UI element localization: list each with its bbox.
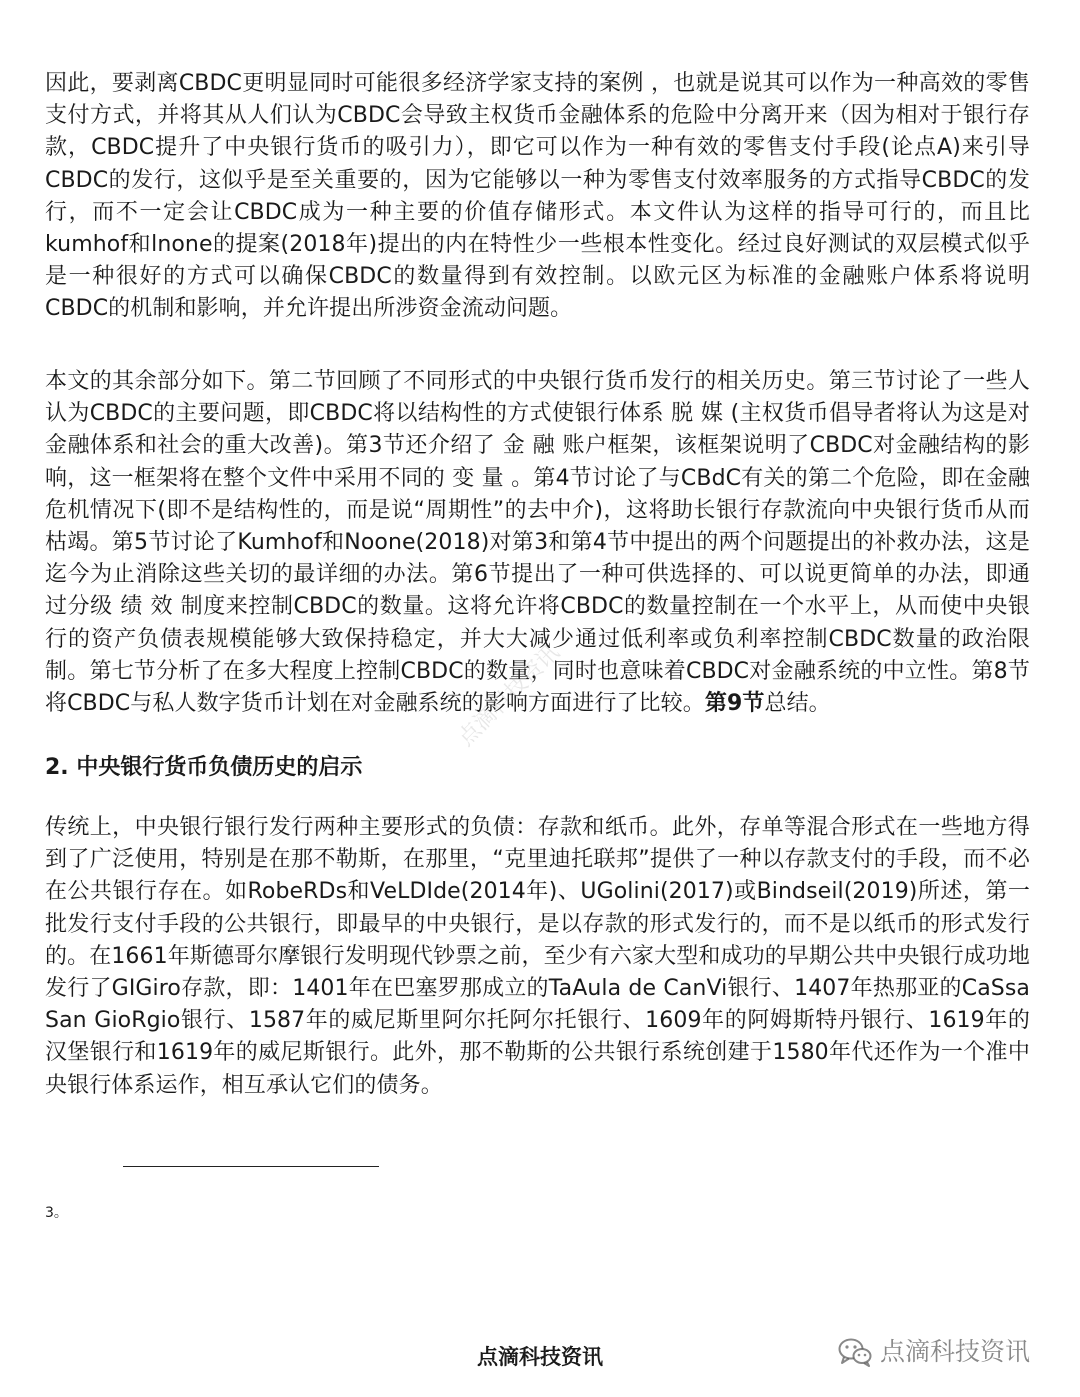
outline-end: 总结。 bbox=[764, 691, 831, 717]
outline-bold-section: 第9节 bbox=[704, 691, 765, 717]
outline-text: 本文的其余部分如下。第二节回顾了不同形式的中央银行货币发行的相关历史。第三节讨论了一些人认为CBDC的主要问题，即CBDC将以结构性的方式使银行体系 脱 媒 (主权货币倡导者将认为这是对金融体系和社会的重大改善)。第3节还介绍了 金 融 账户框架，该框架说明了CBDC对金融结构的影响，这一框架将在整个文件中采用不同的 变 量 。第4节讨论了与CBdC有关的第二个危险，即在金融危机情况下(即不是结构性的，而是说“周期性”的去中介)，这将助长银行存款流向中央银行货币从而枯竭。第5节讨论了Kumhof和Noone(2018)对第3和第4节中提出的两个问题提出的补救办法，这是迄今为止消除这些关切的最详细的办法。第6节提出了一种可供选择的、可以说更简单的办法，即通过分级 绩 效 制度来控制CBDC的数量。这将允许将CBDC的数量控制在一个水平上，从而使中央银行的资产负债表规模能够大致保持稳定，并大大减少通过低利率或负利率控制CBDC数量的政治限制。第七节分析了在多大程度上控制CBDC的数量，同时也意味着CBDC对金融系统的中立性。第8节将CBDC与私人数字货币计划在对金融系统的影响方面进行了比较。 bbox=[45, 369, 1030, 717]
footnote: 3。 bbox=[45, 1205, 68, 1221]
wechat-icon bbox=[838, 1337, 872, 1367]
wechat-watermark bbox=[838, 1331, 1030, 1373]
section-heading: 2. 中央银行货币负债历史的启示 bbox=[45, 755, 363, 780]
diagonal-watermark: 点滴科技资讯 bbox=[453, 640, 565, 752]
footnote-divider bbox=[123, 1166, 379, 1167]
wechat-label: 点滴科技资讯 bbox=[880, 1337, 1031, 1366]
footer-title: 点滴科技资讯 bbox=[477, 1344, 603, 1369]
paragraph-intro: 因此，要剥离CBDC更明显同时可能很多经济学家支持的案例 ，也就是说其可以作为一种高效的零售支付方式，并将其从人们认为CBDC会导致主权货币金融体系的危险中分离开来（因为相对于银行存款，CBDC提升了中央银行货币的吸引力），即它可以作为一种有效的零售支付手段(论点A)来引导CBDC的发行，这似乎是至关重要的，因为它能够以一种为零售支付效率服务的方式指导CBDC的发行，而不一定会让CBDC成为一种主要的价值存储形式。本文件认为这样的指导可行的，而且比kumhof和lnone的提案(2018年)提出的内在特性少一些根本性变化。经过良好测试的双层模式似乎是一种很好的方式可以确保CBDC的数量得到有效控制。以欧元区为标准的金融账户体系将说明CBDC的机制和影响，并允许提出所涉资金流动问题。 bbox=[45, 71, 1030, 322]
paragraph-history: 传统上，中央银行银行发行两种主要形式的负债：存款和纸币。此外，存单等混合形式在一些地方得到了广泛使用，特别是在那不勒斯，在那里，“克里迪托联邦”提供了一种以存款支付的手段，而不必在公共银行存在。如RobeRDs和VeLDIde(2014年)、UGolini(2017)或Bindseil(2019)所述，第一批发行支付手段的公共银行，即最早的中央银行，是以存款的形式发行的，而不是以纸币的形式发行的。在1661年斯德哥尔摩银行发明现代钞票之前，至少有六家大型和成功的早期公共中央银行成功地发行了GIGiro存款，即：1401年在巴塞罗那成立的TaAula de CanVi银行、1407年热那亚的CaSsa San GioRgio银行、1587年的威尼斯里阿尔托阿尔托银行、1609年的阿姆斯特丹银行、1619年的汉堡银行和1619年的威尼斯银行。此外，那不勒斯的公共银行系统创建于1580年代还作为一个准中央银行体系运作，相互承认它们的债务。 bbox=[45, 815, 1030, 1098]
